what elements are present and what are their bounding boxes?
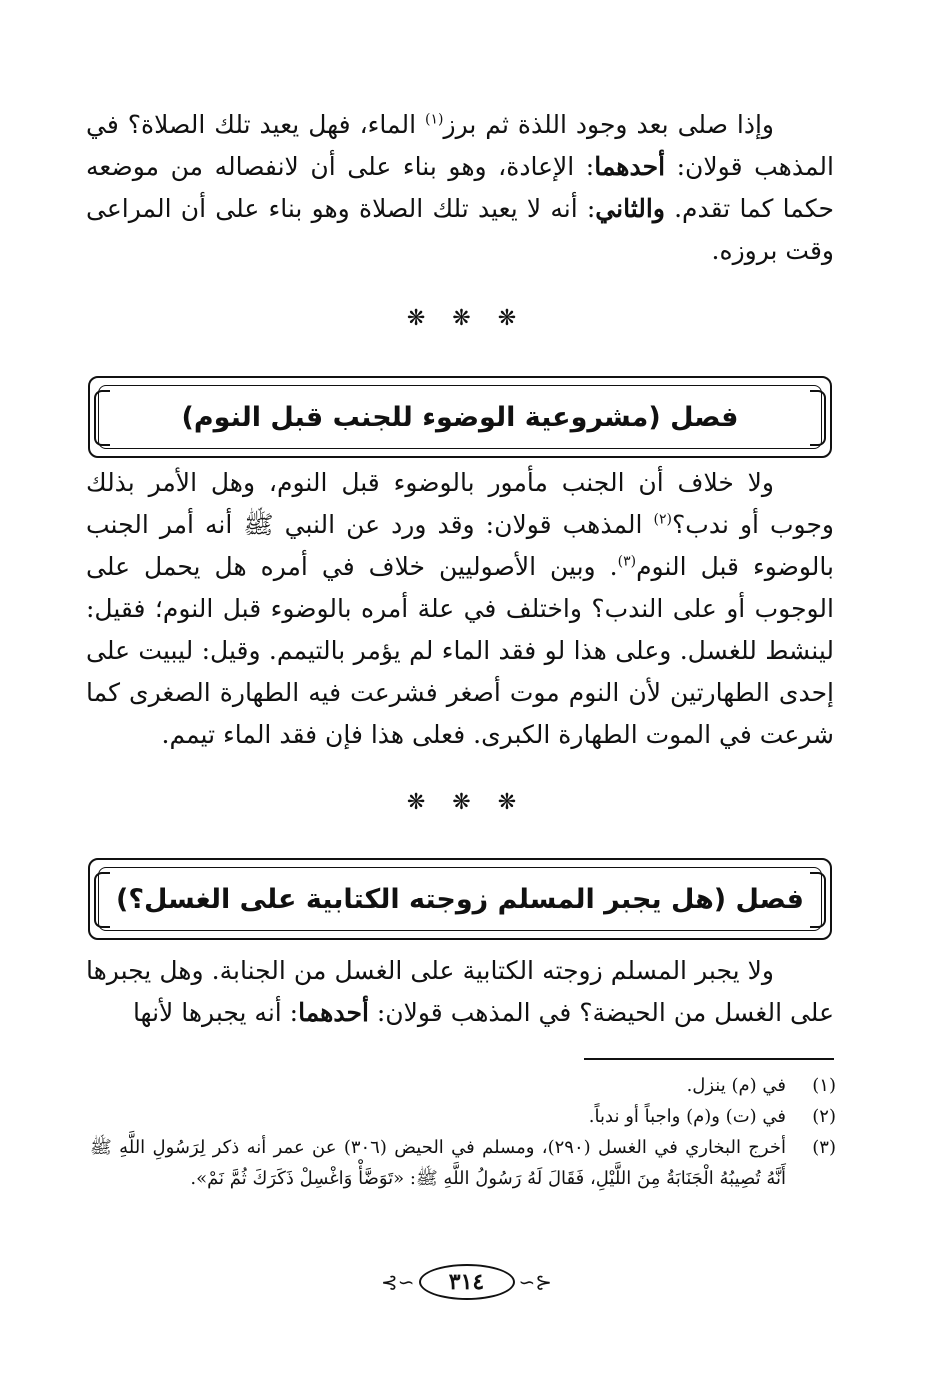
section-heading-frame-1 [88, 376, 832, 458]
paragraph-1 [86, 104, 834, 272]
section-separator-2: ❋ ❋ ❋ [406, 790, 527, 815]
section-heading-1: فصل (مشروعية الوضوء للجنب قبل النوم) [181, 401, 739, 433]
footnote-text: أخرج البخاري في الغسل (٢٩٠)، ومسلم في الحيض (٣٠٦) عن عمر أنه ذكر لِرَسُولِ اللَّهِ ﷺ أَنَّهُ تُصِيبُهُ الْجَنَابَةُ مِنَ اللَّيْلِ، فَقَالَ لَهُ رَسُولُ اللَّهِ ﷺ: «تَوَضَّأْ وَاغْسِلْ ذَكَرَكَ ثُمَّ نَمْ». [90, 1137, 786, 1189]
section-separator-1: ❋ ❋ ❋ [406, 306, 527, 331]
footnote-ref-3: (٣) [617, 553, 637, 570]
para2-text-2: المذهب قولان: وقد ورد عن النبي ﷺ أنه أمر الجنب بالوضوء قبل النوم [86, 510, 834, 581]
ornament-left-icon: ⊰∽ [380, 1270, 415, 1294]
footnote-2 [90, 1101, 836, 1132]
section-heading-inner-1 [98, 385, 822, 449]
footnote-text: في (م) ينزل. [686, 1075, 786, 1096]
para1-text-2: الماء، فهل يعيد تلك الصلاة؟ في المذهب قولان: [86, 110, 834, 181]
footnote-3 [90, 1132, 836, 1194]
footnotes [90, 1070, 836, 1194]
footnote-1 [90, 1070, 836, 1101]
para3-bold-1: أحدهما [298, 998, 369, 1027]
paragraph-2 [86, 462, 834, 756]
footnote-number: (٣) [812, 1137, 836, 1158]
section-heading-inner-2 [98, 867, 822, 931]
para2-text-3: . وبين الأصوليين خلاف في أمره هل يحمل على الوجوب أو على الندب؟ واختلف في علة أمره بالوضوء قبل النوم؛ فقيل: لينشط للغسل. وعلى هذا لو فقد الماء لم يؤمر بالتيمم. وقيل: ليبيت على إحدى الطهارتين لأن النوم موت أصغر فشرعت فيه الطهارة الصغرى كما شرعت في الموت الطهارة الكبرى. فعلى هذا فإن فقد الماء تيمم. [86, 552, 834, 749]
para3-text-2: : أنه يجبرها لأنها [132, 998, 299, 1027]
para1-text-3: : الإعادة، وهو بناء على أن لانفصاله من موضعه حكما كما تقدم. [86, 152, 834, 223]
para1-bold-1: أحدهما [594, 152, 666, 181]
paragraph-3 [86, 950, 834, 1034]
footnote-number: (١) [812, 1075, 836, 1096]
page-number: ٣١٤ [448, 1269, 485, 1295]
footnote-divider [584, 1058, 834, 1060]
footnote-text: في (ت) و(م) واجباً أو ندباً. [588, 1106, 786, 1127]
section-heading-2: فصل (هل يجبر المسلم زوجته الكتابية على الغسل؟) [116, 883, 804, 915]
page-number-ornament [0, 1262, 933, 1302]
section-heading-frame-2 [88, 858, 832, 940]
para2-text-1: ولا خلاف أن الجنب مأمور بالوضوء قبل النوم، وهل الأمر بذلك وجوب أو ندب؟ [86, 468, 834, 539]
footnote-number: (٢) [812, 1106, 836, 1127]
para1-text-1: وإذا صلى بعد وجود اللذة ثم برز [443, 110, 774, 139]
para3-text-1: ولا يجبر المسلم زوجته الكتابية على الغسل من الجنابة. وهل يجبرها على الغسل من الحيضة؟ في المذهب قولان: [86, 956, 834, 1027]
footnote-ref-1: (١) [425, 111, 444, 128]
para1-text-4: : أنه لا يعيد تلك الصلاة وهو بناء على أن المراعى وقت بروزه. [86, 194, 834, 265]
ornament-right-icon: ∽⊱ [518, 1270, 553, 1294]
page-number-oval [419, 1264, 515, 1300]
footnote-ref-2: (٢) [653, 511, 673, 528]
para1-bold-2: والثاني [595, 194, 665, 223]
